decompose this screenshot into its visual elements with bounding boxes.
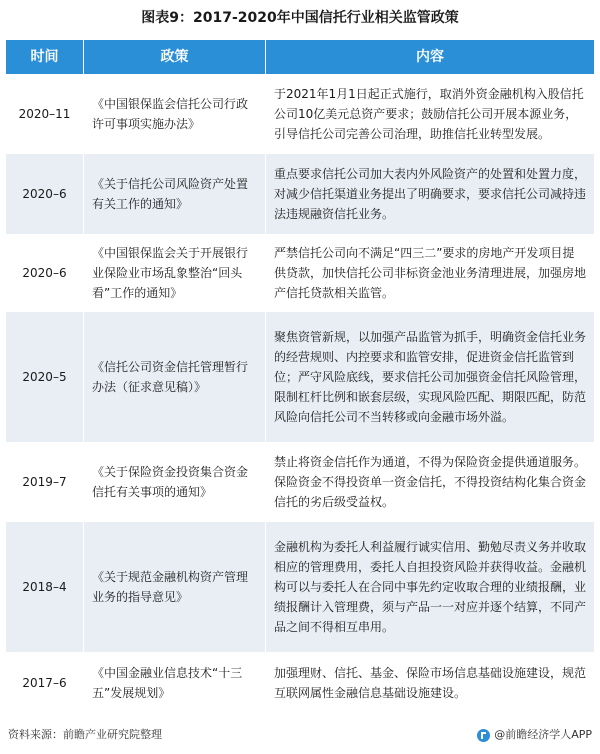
header-policy: 政策 xyxy=(84,40,266,74)
table-row xyxy=(6,522,594,652)
row-time: 2019–7 xyxy=(6,442,84,522)
header-time: 时间 xyxy=(6,40,84,74)
row-policy: 《信托公司资金信托管理暂行办法（征求意见稿）》 xyxy=(84,312,266,442)
row-policy: 《关于保险资金投资集合资金信托有关事项的通知》 xyxy=(84,442,266,522)
table-row xyxy=(6,74,594,154)
row-policy: 《中国银保监会信托公司行政许可事项实施办法》 xyxy=(84,74,266,154)
table-row xyxy=(6,442,594,522)
table-row xyxy=(6,154,594,234)
row-content: 聚焦资管新规，以加强产品监管为抓手，明确资金信托业务的经营规则、内控要求和监管安排，促进资金信托监管到位；严守风险底线，要求信托公司加强资金信托风险管理，限制杠杆比例和嵌套层级，实现风险匹配、期限匹配，防范风险向信托公司不当转移或向金融市场外溢。 xyxy=(274,330,587,424)
row-time: 2020–11 xyxy=(6,74,84,154)
row-content: 严禁信托公司向不满足“四三二”要求的房地产开发项目提供贷款，加快信托公司非标资金池业务清理进展，加强房地产信托贷款相关监管。 xyxy=(274,246,587,300)
policy-table xyxy=(6,40,594,714)
row-policy: 《关于规范金融机构资产管理业务的指导意见》 xyxy=(84,522,266,652)
brand-label: @前瞻经济学人APP xyxy=(494,728,592,741)
row-time: 2020–5 xyxy=(6,312,84,442)
row-time: 2018–4 xyxy=(6,522,84,652)
row-policy: 《中国银保监会关于开展银行业保险业市场乱象整治“回头看”工作的通知》 xyxy=(84,234,266,312)
row-time: 2020–6 xyxy=(6,154,84,234)
row-time: 2020–6 xyxy=(6,234,84,312)
header-content: 内容 xyxy=(416,49,444,65)
brand-credit xyxy=(477,724,592,746)
table-row xyxy=(6,234,594,312)
row-content: 金融机构为委托人利益履行诚实信用、勤勉尽责义务并收取相应的管理费用，委托人自担投资风险并获得收益。金融机构可以与委托人在合同中事先约定收取合理的业绩报酬，业绩报酬计入管理费，须与产品一一对应并逐个结算，不同产品之间不得相互串用。 xyxy=(274,540,587,634)
source-note: 资料来源：前瞻产业研究院整理 xyxy=(8,728,162,741)
row-time: 2017–6 xyxy=(6,652,84,714)
table-header-row xyxy=(6,40,594,74)
row-policy: 《关于信托公司风险资产处置有关工作的通知》 xyxy=(84,154,266,234)
row-content: 重点要求信托公司加大表内外风险资产的处置和处置力度，对减少信托渠道业务提出了明确要求，要求信托公司减持违法违规融资信托业务。 xyxy=(274,167,587,221)
chart-title: 图表9：2017-2020年中国信托行业相关监管政策 xyxy=(141,10,459,26)
brand-logo-icon xyxy=(477,729,490,742)
table-row xyxy=(6,652,594,714)
row-content: 于2021年1月1日起正式施行，取消外资金融机构入股信托公司10亿美元总资产要求；鼓励信托公司开展本源业务，引导信托公司完善公司治理，助推信托业转型发展。 xyxy=(274,87,584,141)
row-policy: 《中国金融业信息技术“十三五”发展规划》 xyxy=(84,652,266,714)
row-content: 加强理财、信托、基金、保险市场信息基础设施建设，规范互联网属性金融信息基础设施建设。 xyxy=(274,666,587,700)
table-row xyxy=(6,312,594,442)
footer xyxy=(8,724,592,746)
row-content: 禁止将资金信托作为通道，不得为保险资金提供通道服务。保险资金不得投资单一资金信托，不得投资结构化集合资金信托的劣后级受益权。 xyxy=(274,455,587,509)
